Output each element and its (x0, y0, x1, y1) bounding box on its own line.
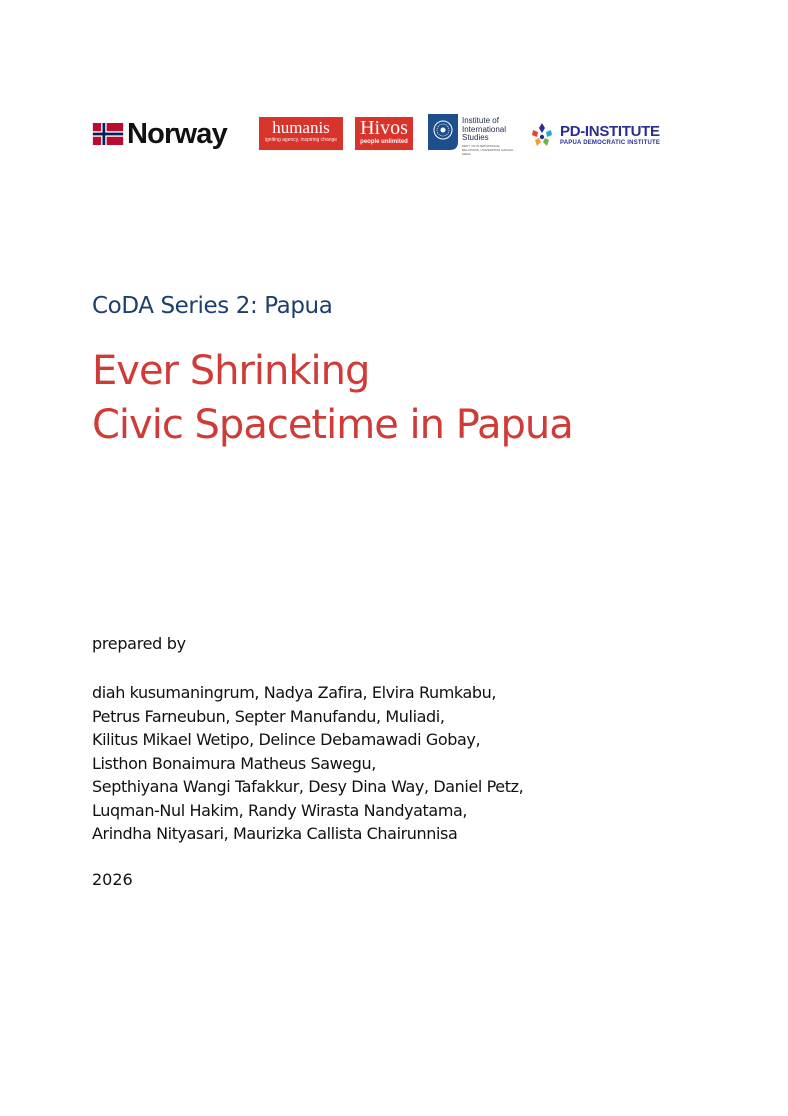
pd-institute-logo (527, 118, 660, 152)
author-line: Listhon Bonaimura Matheus Sawegu, (92, 753, 376, 773)
author-line: Septhiyana Wangi Tafakkur, Desy Dina Way, Daniel Petz, (92, 777, 524, 796)
series-label: CoDA Series 2: Papua (92, 293, 333, 319)
humanis-logo-text: humanis (272, 118, 330, 137)
pd-institute-logo-text: PD-INSTITUTE (560, 122, 660, 140)
author-line: diah kusumaningrum, Nadya Zafira, Elvira Rumkabu, (92, 683, 497, 702)
humanis-logo (259, 117, 343, 150)
norway-logo (92, 118, 227, 150)
title-line: Ever Shrinking (92, 348, 370, 394)
prepared-by-label: prepared by (92, 634, 186, 653)
author-line: Luqman-Nul Hakim, Randy Wirasta Nandyatama, (92, 800, 468, 820)
iis-logo-text: Institute of International Studies (462, 116, 507, 142)
pd-institute-subtitle: PAPUA DEMOCRATIC INSTITUTE (560, 139, 661, 146)
norway-logo-text: Norway (127, 117, 227, 150)
iis-subtitle: DEPT. OF INTERNATIONAL RELATIONS, UNIVERSITAS GADJAH MADA (462, 143, 514, 156)
author-line: Arindha Nityasari, Maurizka Callista Chairunnisa (92, 824, 458, 843)
author-line: Kilitus Mikael Wetipo, Delince Debamawadi Gobay, (92, 730, 481, 749)
iis-logo (428, 114, 518, 154)
norway-flag-icon (92, 123, 124, 145)
hivos-tagline: people unlimited (360, 139, 408, 145)
hivos-logo-text: Hivos (360, 117, 408, 139)
iis-seal-icon (428, 114, 458, 150)
author-list (92, 681, 523, 846)
hivos-logo (355, 117, 413, 150)
title-line: Civic Spacetime in Papua (92, 402, 573, 448)
humanis-tagline: igniting agency, inspiring change (264, 137, 338, 143)
document-title (92, 344, 573, 452)
publication-year: 2026 (92, 870, 133, 889)
partner-logos (92, 112, 692, 154)
author-line: Petrus Farneubun, Septer Manufandu, Muliadi, (92, 706, 445, 726)
pd-institute-mark-icon (527, 120, 557, 150)
